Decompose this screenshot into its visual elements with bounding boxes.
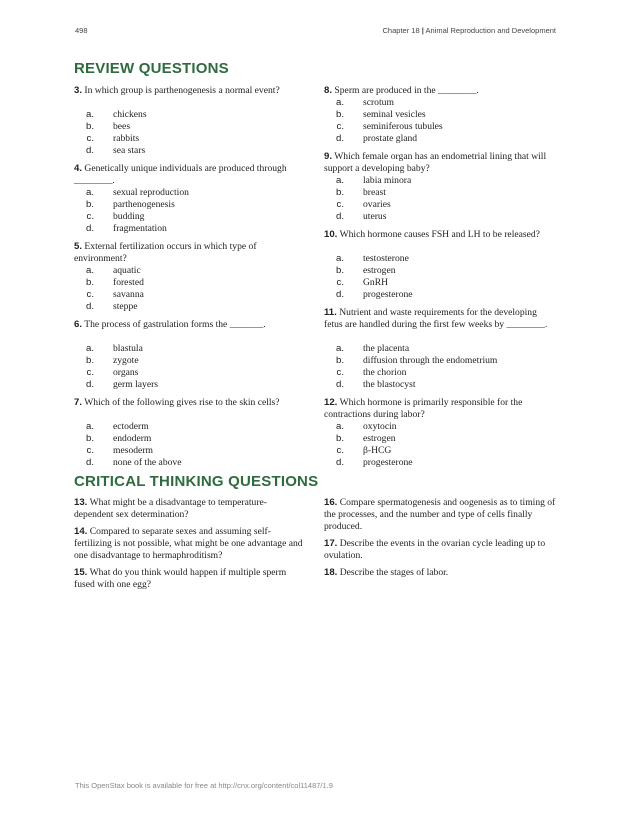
option-letter: b.	[335, 187, 344, 198]
question-text: What might be a disadvantage to temperature-dependent sex determination?	[74, 497, 267, 520]
header-separator: |	[421, 26, 424, 35]
option-text: rabbits	[113, 133, 140, 144]
question-number: 4.	[74, 163, 83, 174]
option-letter: b.	[335, 109, 344, 120]
option-letter: d.	[85, 379, 94, 390]
answer-options	[74, 265, 304, 313]
answer-option	[324, 253, 554, 265]
option-letter: c.	[336, 277, 344, 288]
option-letter: d.	[85, 223, 94, 234]
option-letter: b.	[85, 199, 94, 210]
answer-option	[74, 223, 304, 235]
option-text: organs	[113, 367, 139, 378]
question-number: 18.	[324, 567, 338, 578]
option-text: aquatic	[113, 265, 141, 276]
option-text: bees	[113, 121, 131, 132]
answer-options	[324, 421, 554, 469]
option-text: seminal vesicles	[363, 109, 426, 120]
answer-option	[74, 457, 304, 469]
question	[324, 538, 556, 562]
option-text: β-HCG	[363, 445, 392, 456]
option-letter: d.	[335, 379, 344, 390]
option-letter: b.	[335, 433, 344, 444]
answer-option	[74, 133, 304, 145]
question	[74, 567, 304, 591]
answer-option	[324, 133, 554, 145]
question-text: Compared to separate sexes and assuming self-fertilizing is not possible, what might be one advantage and one disadvantage to hermaphroditism?	[74, 526, 303, 561]
option-letter: d.	[85, 457, 94, 468]
option-text: oxytocin	[363, 421, 397, 432]
question	[74, 319, 304, 331]
review-questions-heading: REVIEW QUESTIONS	[74, 60, 229, 77]
question-number: 14.	[74, 526, 88, 537]
review-left-column	[74, 85, 304, 475]
option-text: parthenogenesis	[113, 199, 175, 210]
answer-options	[324, 97, 554, 145]
question-number: 10.	[324, 229, 338, 240]
option-text: prostate gland	[363, 133, 418, 144]
question-number: 5.	[74, 241, 83, 252]
option-text: the chorion	[363, 367, 407, 378]
question	[74, 526, 304, 562]
option-text: chickens	[113, 109, 147, 120]
option-letter: c.	[86, 367, 94, 378]
option-text: progesterone	[363, 289, 413, 300]
question-text: Genetically unique individuals are produced through ________.	[74, 163, 287, 186]
option-letter: c.	[86, 289, 94, 300]
option-letter: b.	[85, 277, 94, 288]
question	[324, 151, 554, 175]
option-letter: d.	[85, 145, 94, 156]
option-letter: d.	[335, 133, 344, 144]
option-letter: d.	[335, 289, 344, 300]
option-text: GnRH	[363, 277, 389, 288]
option-letter: a.	[85, 421, 94, 432]
option-letter: a.	[85, 343, 94, 354]
critical-thinking-heading: CRITICAL THINKING QUESTIONS	[74, 473, 319, 490]
option-text: the blastocyst	[363, 379, 416, 390]
option-letter: b.	[85, 355, 94, 366]
question-text: In which group is parthenogenesis a normal event?	[84, 85, 280, 96]
answer-option	[74, 379, 304, 391]
option-text: labia minora	[363, 175, 412, 186]
option-text: ovaries	[363, 199, 391, 210]
question-text: What do you think would happen if multiple sperm fused with one egg?	[74, 567, 287, 590]
answer-option	[74, 109, 304, 121]
option-text: zygote	[113, 355, 139, 366]
running-header	[383, 26, 556, 35]
option-letter: a.	[335, 97, 344, 108]
answer-option	[74, 343, 304, 355]
answer-option	[324, 199, 554, 211]
answer-option	[324, 367, 554, 379]
answer-option	[74, 277, 304, 289]
option-letter: b.	[335, 355, 344, 366]
option-letter: b.	[85, 121, 94, 132]
question-text: Which hormone causes FSH and LH to be released?	[339, 229, 540, 240]
answer-option	[74, 289, 304, 301]
option-text: mesoderm	[113, 445, 153, 456]
question-number: 8.	[324, 85, 333, 96]
option-text: fragmentation	[113, 223, 167, 234]
question	[74, 163, 304, 187]
answer-option	[324, 109, 554, 121]
option-letter: c.	[86, 211, 94, 222]
answer-options	[324, 175, 554, 223]
answer-option	[74, 199, 304, 211]
answer-option	[324, 121, 554, 133]
answer-options	[324, 253, 554, 301]
answer-option	[324, 187, 554, 199]
question-text: Sperm are produced in the ________.	[334, 85, 479, 96]
option-text: estrogen	[363, 433, 396, 444]
answer-option	[74, 301, 304, 313]
answer-option	[324, 265, 554, 277]
answer-option	[324, 379, 554, 391]
question-text: Describe the events in the ovarian cycle leading up to ovulation.	[324, 538, 546, 561]
answer-option	[324, 433, 554, 445]
option-text: budding	[113, 211, 145, 222]
question-number: 16.	[324, 497, 338, 508]
option-letter: c.	[336, 445, 344, 456]
option-text: sea stars	[113, 145, 146, 156]
answer-options	[324, 343, 554, 391]
option-text: savanna	[113, 289, 144, 300]
option-letter: d.	[335, 457, 344, 468]
question	[324, 497, 556, 533]
answer-options	[74, 109, 304, 157]
answer-option	[324, 211, 554, 223]
answer-option	[324, 277, 554, 289]
question	[74, 241, 304, 265]
question-number: 7.	[74, 397, 83, 408]
question-number: 3.	[74, 85, 83, 96]
answer-option	[324, 421, 554, 433]
option-text: scrotum	[363, 97, 394, 108]
answer-option	[324, 355, 554, 367]
question-number: 12.	[324, 397, 338, 408]
answer-option	[74, 433, 304, 445]
option-letter: a.	[85, 187, 94, 198]
question-text: Compare spermatogenesis and oogenesis as to timing of the processes, and the number and type of cells finally produced.	[324, 497, 556, 532]
question-number: 9.	[324, 151, 333, 162]
answer-option	[74, 187, 304, 199]
option-text: estrogen	[363, 265, 396, 276]
question-number: 15.	[74, 567, 88, 578]
option-letter: d.	[335, 211, 344, 222]
page-footer: This OpenStax book is available for free at http://cnx.org/content/col11487/1.9	[75, 781, 333, 790]
question-text: External fertilization occurs in which type of environment?	[74, 241, 257, 264]
option-letter: a.	[85, 109, 94, 120]
answer-option	[324, 175, 554, 187]
question	[74, 497, 304, 521]
critical-right-column	[324, 497, 556, 584]
chapter-title: Animal Reproduction and Development	[425, 26, 556, 35]
option-letter: c.	[336, 121, 344, 132]
option-text: forested	[113, 277, 144, 288]
answer-option	[74, 211, 304, 223]
answer-option	[324, 343, 554, 355]
option-letter: c.	[336, 367, 344, 378]
question-number: 13.	[74, 497, 88, 508]
answer-option	[324, 97, 554, 109]
answer-options	[74, 421, 304, 469]
answer-option	[324, 457, 554, 469]
option-letter: b.	[85, 433, 94, 444]
question-text: Which of the following gives rise to the skin cells?	[84, 397, 280, 408]
option-text: breast	[363, 187, 386, 198]
answer-option	[324, 445, 554, 457]
answer-option	[74, 145, 304, 157]
answer-option	[74, 121, 304, 133]
option-text: ectoderm	[113, 421, 149, 432]
question	[324, 567, 556, 579]
option-letter: c.	[336, 199, 344, 210]
option-text: uterus	[363, 211, 387, 222]
question-text: Describe the stages of labor.	[339, 567, 449, 578]
question-text: Which hormone is primarily responsible for the contractions during labor?	[324, 397, 523, 420]
option-text: blastula	[113, 343, 143, 354]
option-letter: c.	[86, 133, 94, 144]
option-text: sexual reproduction	[113, 187, 189, 198]
answer-option	[74, 265, 304, 277]
question-number: 6.	[74, 319, 83, 330]
question-number: 17.	[324, 538, 338, 549]
option-letter: c.	[86, 445, 94, 456]
option-letter: d.	[85, 301, 94, 312]
option-text: progesterone	[363, 457, 413, 468]
option-letter: a.	[335, 421, 344, 432]
option-text: steppe	[113, 301, 138, 312]
answer-option	[74, 421, 304, 433]
option-letter: a.	[335, 343, 344, 354]
question	[74, 397, 304, 409]
question	[324, 85, 554, 97]
answer-options	[74, 343, 304, 391]
question-number: 11.	[324, 307, 337, 318]
review-right-column	[324, 85, 554, 475]
question-text: Nutrient and waste requirements for the developing fetus are handled during the first few weeks by ________.	[324, 307, 548, 330]
answer-options	[74, 187, 304, 235]
option-text: the placenta	[363, 343, 410, 354]
answer-option	[74, 355, 304, 367]
option-text: testosterone	[363, 253, 409, 264]
question	[324, 307, 554, 331]
option-text: none of the above	[113, 457, 182, 468]
option-letter: a.	[335, 253, 344, 264]
question-text: The process of gastrulation forms the _______.	[84, 319, 266, 330]
answer-option	[324, 289, 554, 301]
option-text: endoderm	[113, 433, 152, 444]
option-text: seminiferous tubules	[363, 121, 443, 132]
question	[324, 397, 554, 421]
question	[74, 85, 304, 97]
option-letter: b.	[335, 265, 344, 276]
answer-option	[74, 445, 304, 457]
critical-left-column	[74, 497, 304, 596]
answer-option	[74, 367, 304, 379]
chapter-number: Chapter 18	[382, 26, 420, 35]
question	[324, 229, 554, 241]
option-letter: a.	[335, 175, 344, 186]
option-text: germ layers	[113, 379, 159, 390]
option-text: diffusion through the endometrium	[363, 355, 498, 366]
question-text: Which female organ has an endometrial lining that will support a developing baby?	[324, 151, 547, 174]
option-letter: a.	[85, 265, 94, 276]
page-number: 498	[75, 26, 88, 35]
